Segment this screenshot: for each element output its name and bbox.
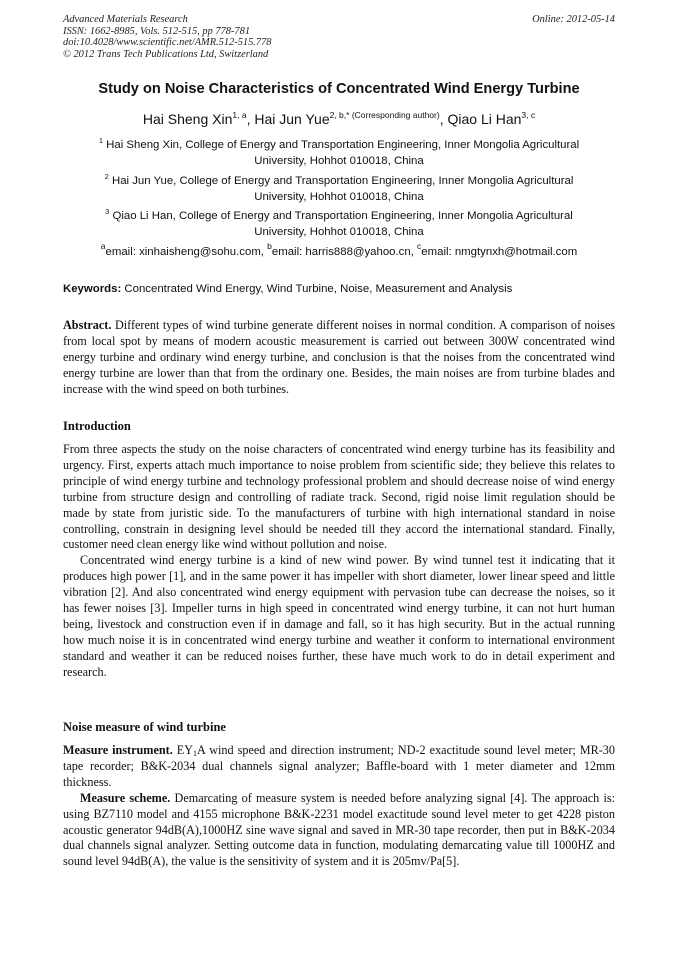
- journal-header: [63, 14, 271, 60]
- online-date: Online: 2012-05-14: [532, 14, 615, 25]
- affiliation-1: $^1$ Hai Sheng Xin, College of Energy and Transportation Engineering, Inner Mongolia Agricultural University, Hohhot 010018, China: [98, 136, 580, 167]
- issn-line: ISSN: 1662-8985, Vols. 512-515, pp 778-781: [63, 25, 251, 37]
- author-sup: 2, b,* (Corresponding author): [329, 110, 440, 120]
- keywords-text: Concentrated Wind Energy, Wind Turbine, Noise, Measurement and Analysis: [124, 283, 513, 295]
- author-sup: 3, c: [521, 110, 536, 120]
- paper-title: Study on Noise Characteristics of Concentrated Wind Energy Turbine: [98, 81, 580, 97]
- paragraph: Concentrated wind energy turbine is a kind of new wind power. By wind tunnel test it indicating that it produces high power [1], and in the same power it has impeller with short diameter, lower linear speed and little vibration [2]. And also concentrated wind energy equipment with pervasion tube can decrease the noises, so it has fewer noises [3]. Impeller turns in high speed in concentrated wind energy turbine, it can not hurt human being, livestock and construction even if in damage and fall, so it has high security. But in the actual running how much noise it is in concentrated wind energy turbine and weather it conform to international environment standard and weather it can be reduced noises further, these have much work to do in detail experiment and research.: [63, 553, 615, 679]
- email-line: $^a$email: xinhaisheng@sohu.com, $^b$email: harris888@yahoo.cn, $^c$email: nmgtynxh@hotmail.com: [100, 241, 578, 258]
- author-name: Hai Sheng Xin: [142, 111, 233, 127]
- copyright-line: © 2012 Trans Tech Publications Ltd, Switzerland: [63, 48, 269, 60]
- email-link[interactable]: email: xinhaisheng@sohu.com,: [105, 246, 268, 258]
- section-heading-introduction: Introduction: [63, 419, 131, 433]
- author-name: Qiao Li Han: [447, 111, 522, 127]
- journal-name: Advanced Materials Research: [63, 14, 188, 25]
- abstract-label: Abstract.: [63, 318, 112, 332]
- keywords: [63, 283, 623, 295]
- author-list: Hai Sheng Xin$^{1, a}$, Hai Jun Yue$^{2, b,* (Corresponding author)}$, Qiao Li Han$^{3, c}$: [142, 110, 536, 127]
- keywords-label: Keywords:: [63, 283, 122, 295]
- email-link[interactable]: email: harris888@yahoo.cn,: [271, 246, 418, 258]
- paragraph: Measure instrument. $EY_1A$ wind speed and direction instrument; ND-2 exactitude sound level meter; MR-30 tape recorder; B&K-2034 dual channels signal analyzer; Baffle-board with 1 meter diameter and 12mm thickness.: [63, 743, 615, 789]
- paragraph: Measure scheme. Demarcating of measure system is needed before analyzing signal [4]. The approach is: using BZ7110 model and 4155 microphone B&K-2231 model exactitude sound level meter to get 4228 piston acoustic generator 94dB(A),1000HZ sine wave signal and saved in MR-30 tape recorder, then put in B&K-2034 dual channels signal analyzer. Setting outcome data in function, modulating demarcating value till 1000HZ and sound level 94dB(A), the value is the sensitivity of system and it is 205mv/Pa[5].: [63, 790, 616, 869]
- affiliation-2: $^2$ Hai Jun Yue, College of Energy and Transportation Engineering, Inner Mongolia Agricultural University, Hohhot 010018, China: [104, 172, 574, 203]
- author-name: Hai Jun Yue: [254, 111, 330, 127]
- abstract-text: Different types of wind turbine generate different noises in normal condition. A comparison of noises from local spot by means of modern acoustic measurement is carried out between 300W concentrated wind energy turbine and ordinary wind energy turbine, and conclusion is that the noises from the concentrated wind energy turbine are lower than that from the ordinary one. Besides, the main noises are from turbine blades and increase with the wind speed on both turbines.: [63, 318, 615, 396]
- noise-measure-body: [63, 743, 615, 870]
- doi-line: doi:10.4028/www.scientific.net/AMR.512-515.778: [63, 37, 272, 49]
- paragraph: From three aspects the study on the noise characters of concentrated wind energy turbine has its feasibility and urgency. First, experts attach much importance to noise problem from scientific side; they believe this relates to principle of wind energy turbine and technology professional problem and should decrease noise of wind energy turbine from structure design and controlling of radiate track. Second, rigid noise limit regulation should be made by state from juristic side. To the manufacturers of turbine with high international standard in noise controlling, constrain in designing level should be needed till they accord the international standard. Finally, customer need clean energy like wind without pollution and noise.: [63, 442, 615, 552]
- email-link[interactable]: email: nmgtynxh@hotmail.com: [421, 246, 578, 258]
- affiliation-3: $^3$ Qiao Li Han, College of Energy and Transportation Engineering, Inner Mongolia Agricultural University, Hohhot 010018, China: [105, 207, 573, 238]
- section-heading-noise-measure: Noise measure of wind turbine: [63, 720, 226, 734]
- introduction-body: [63, 442, 615, 681]
- abstract: [63, 318, 615, 398]
- author-sup: 1, a: [232, 110, 247, 120]
